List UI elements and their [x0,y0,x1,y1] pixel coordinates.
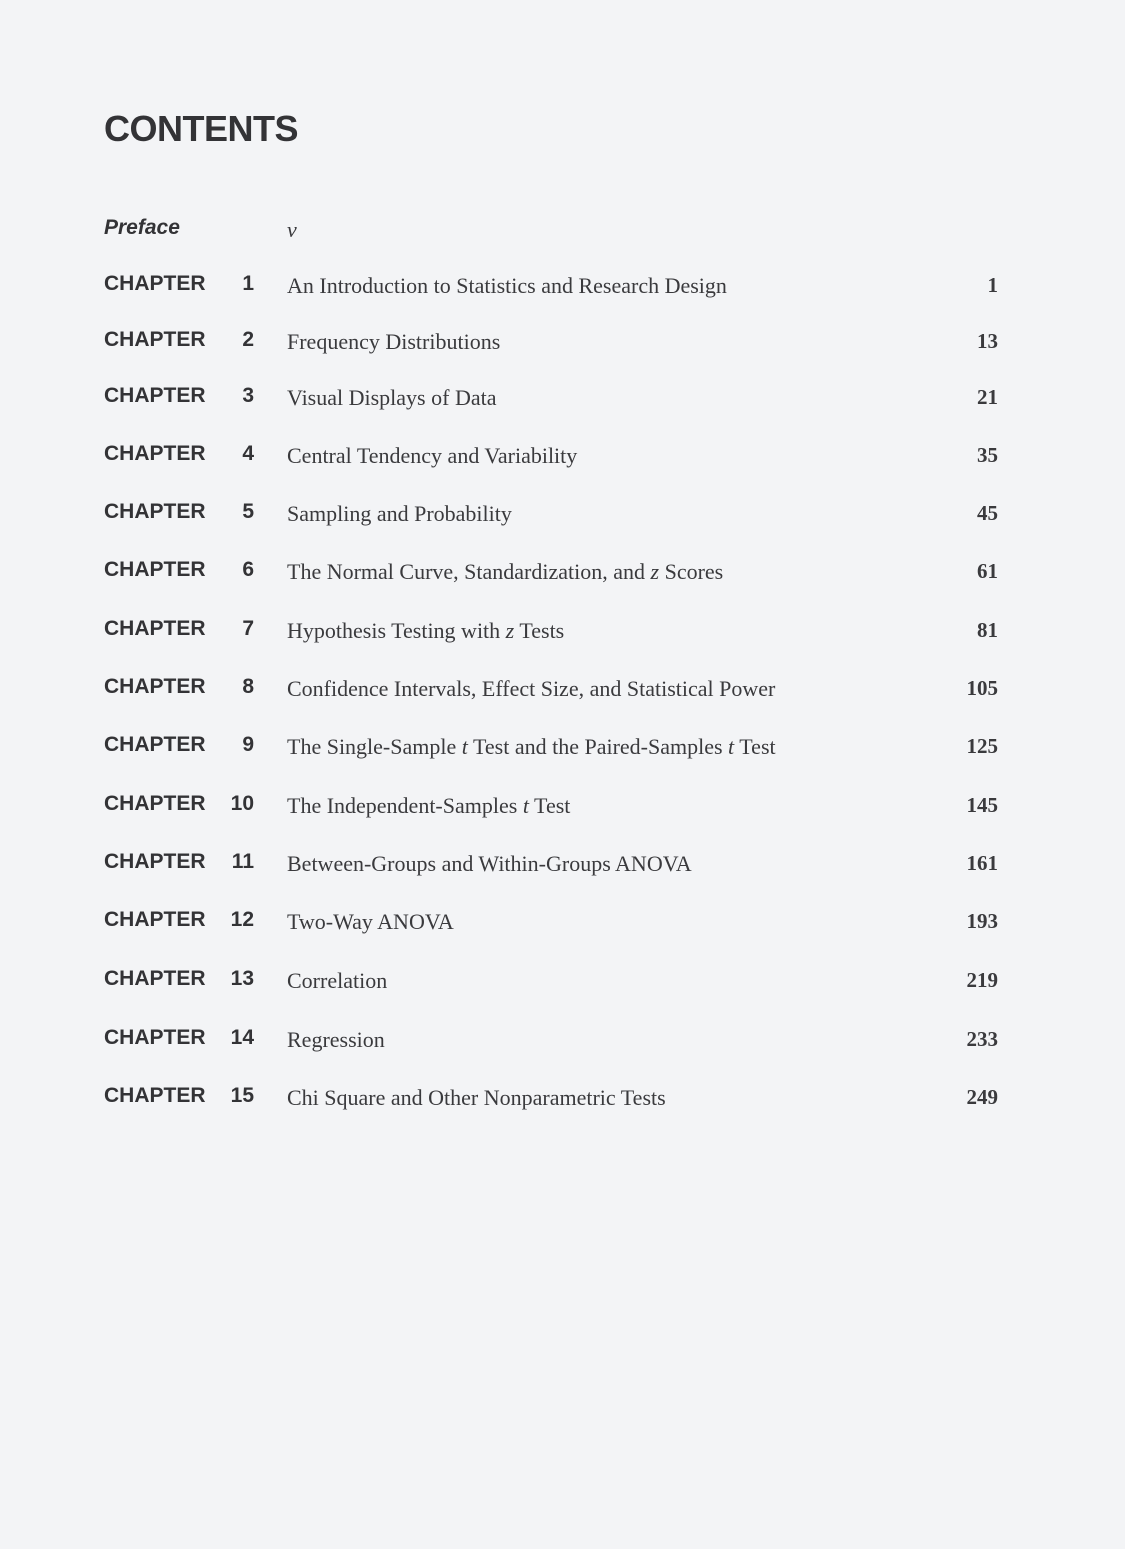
title-text: Sampling and Probability [287,501,512,526]
chapter-number: 14 [230,1026,254,1049]
toc-entry-chapter-1[interactable] [104,272,998,312]
chapter-number: 13 [230,967,254,990]
chapter-title [287,559,723,585]
chapter-word: CHAPTER [104,558,206,581]
title-text: Visual Displays of Data [287,385,497,410]
chapter-label [104,442,254,466]
toc-entry-chapter-8[interactable] [104,675,998,715]
chapter-label [104,850,254,874]
page-number: 219 [966,968,998,992]
chapter-title [287,851,692,877]
chapter-word: CHAPTER [104,792,206,815]
chapter-label [104,617,254,641]
chapter-label [104,272,254,296]
title-text: Frequency Distributions [287,329,501,354]
chapter-label [104,384,254,408]
chapter-label [104,1084,254,1108]
toc-entry-chapter-14[interactable] [104,1026,998,1066]
title-text: Confidence Intervals, Effect Size, and Statistical Power [287,676,776,701]
toc-entry-chapter-6[interactable] [104,558,998,598]
chapter-number: 9 [242,733,254,756]
page-title: CONTENTS [104,108,298,149]
chapter-title [287,968,387,994]
page-number: 105 [966,676,998,700]
chapter-word: CHAPTER [104,272,206,295]
chapter-word: CHAPTER [104,967,206,990]
chapter-number: 6 [242,558,254,581]
chapter-title [287,676,775,702]
title-text: Chi Square and Other Nonparametric Tests [287,1085,666,1110]
chapter-word: CHAPTER [104,850,206,873]
title-text: Correlation [287,968,388,993]
title-text: Between-Groups and Within-Groups ANOVA [287,851,692,876]
chapter-number: 11 [231,850,254,873]
title-text: The Independent-Samples [287,793,523,818]
toc-entry-chapter-7[interactable] [104,617,998,657]
chapter-word: CHAPTER [104,908,206,931]
chapter-label [104,967,254,991]
chapter-word: CHAPTER [104,500,206,523]
page-number: 233 [966,1027,998,1051]
toc-entry-chapter-2[interactable] [104,328,998,368]
page-number: 13 [977,329,998,353]
italic-symbol: t [522,793,529,818]
chapter-title [287,1027,385,1053]
chapter-number: 10 [230,792,254,815]
toc-entry-chapter-5[interactable] [104,500,998,540]
page-number: 249 [966,1085,998,1109]
chapter-title [287,734,776,760]
chapter-number: 5 [242,500,254,523]
chapter-title [287,618,564,644]
toc-entry-chapter-13[interactable] [104,967,998,1007]
chapter-label [104,500,254,524]
chapter-word: CHAPTER [104,617,206,640]
page-number: 35 [977,443,998,467]
page-number: 161 [966,851,998,875]
chapter-number: 1 [242,272,254,295]
title-text: Regression [287,1027,385,1052]
title-text: Test and the Paired-Samples [467,734,729,759]
chapter-label [104,908,254,932]
toc-entry-chapter-10[interactable] [104,792,998,832]
chapter-label [104,792,254,816]
page-number: 81 [977,618,998,642]
chapter-title [287,273,727,299]
page-number: 193 [966,909,998,933]
title-text: Tests [514,618,565,643]
toc-entry-chapter-15[interactable] [104,1084,998,1124]
chapter-word: CHAPTER [104,328,206,351]
chapter-word: CHAPTER [104,442,206,465]
chapter-number: 7 [242,617,254,640]
chapter-label [104,675,254,699]
title-text: Test [734,734,776,759]
chapter-title [287,443,577,469]
preface-label: Preface [104,216,180,239]
chapter-title [287,385,496,411]
chapter-number: 12 [230,908,254,931]
italic-symbol: t [728,734,735,759]
chapter-number: 4 [242,442,254,465]
toc-entry-preface[interactable] [104,216,998,256]
page-number: 125 [966,734,998,758]
chapter-number: 8 [242,675,254,698]
toc-entry-chapter-12[interactable] [104,908,998,948]
title-text: An Introduction to Statistics and Research Design [287,273,727,298]
chapter-title [287,329,500,355]
chapter-number: 2 [242,328,254,351]
page-number: 21 [977,385,998,409]
chapter-word: CHAPTER [104,675,206,698]
chapter-title [287,1085,666,1111]
toc-entry-chapter-9[interactable] [104,733,998,773]
chapter-label [104,558,254,582]
chapter-label [104,733,254,757]
toc-entry-chapter-11[interactable] [104,850,998,890]
chapter-number: 3 [242,384,254,407]
toc-entry-chapter-4[interactable] [104,442,998,482]
page-number: 145 [966,793,998,817]
title-text: The Single-Sample [287,734,462,759]
italic-symbol: z [650,559,660,584]
chapter-word: CHAPTER [104,384,206,407]
preface-page: v [287,217,297,242]
chapter-title [287,501,512,527]
title-text: Test [528,793,571,818]
title-text: Hypothesis Testing with [287,618,506,643]
toc-entry-chapter-3[interactable] [104,384,998,424]
page-number: 61 [977,559,998,583]
chapter-title [287,793,570,819]
chapter-word: CHAPTER [104,1026,206,1049]
title-text: The Normal Curve, Standardization, and [287,559,651,584]
chapter-word: CHAPTER [104,733,206,756]
page-number: 1 [987,273,998,297]
chapter-label [104,1026,254,1050]
italic-symbol: t [461,734,468,759]
chapter-title [287,909,454,935]
italic-symbol: z [505,618,515,643]
chapter-label [104,328,254,352]
page-number: 45 [977,501,998,525]
chapter-number: 15 [230,1084,254,1107]
title-text: Two-Way ANOVA [287,909,454,934]
title-text: Scores [659,559,724,584]
chapter-word: CHAPTER [104,1084,206,1107]
title-text: Central Tendency and Variability [287,443,578,468]
